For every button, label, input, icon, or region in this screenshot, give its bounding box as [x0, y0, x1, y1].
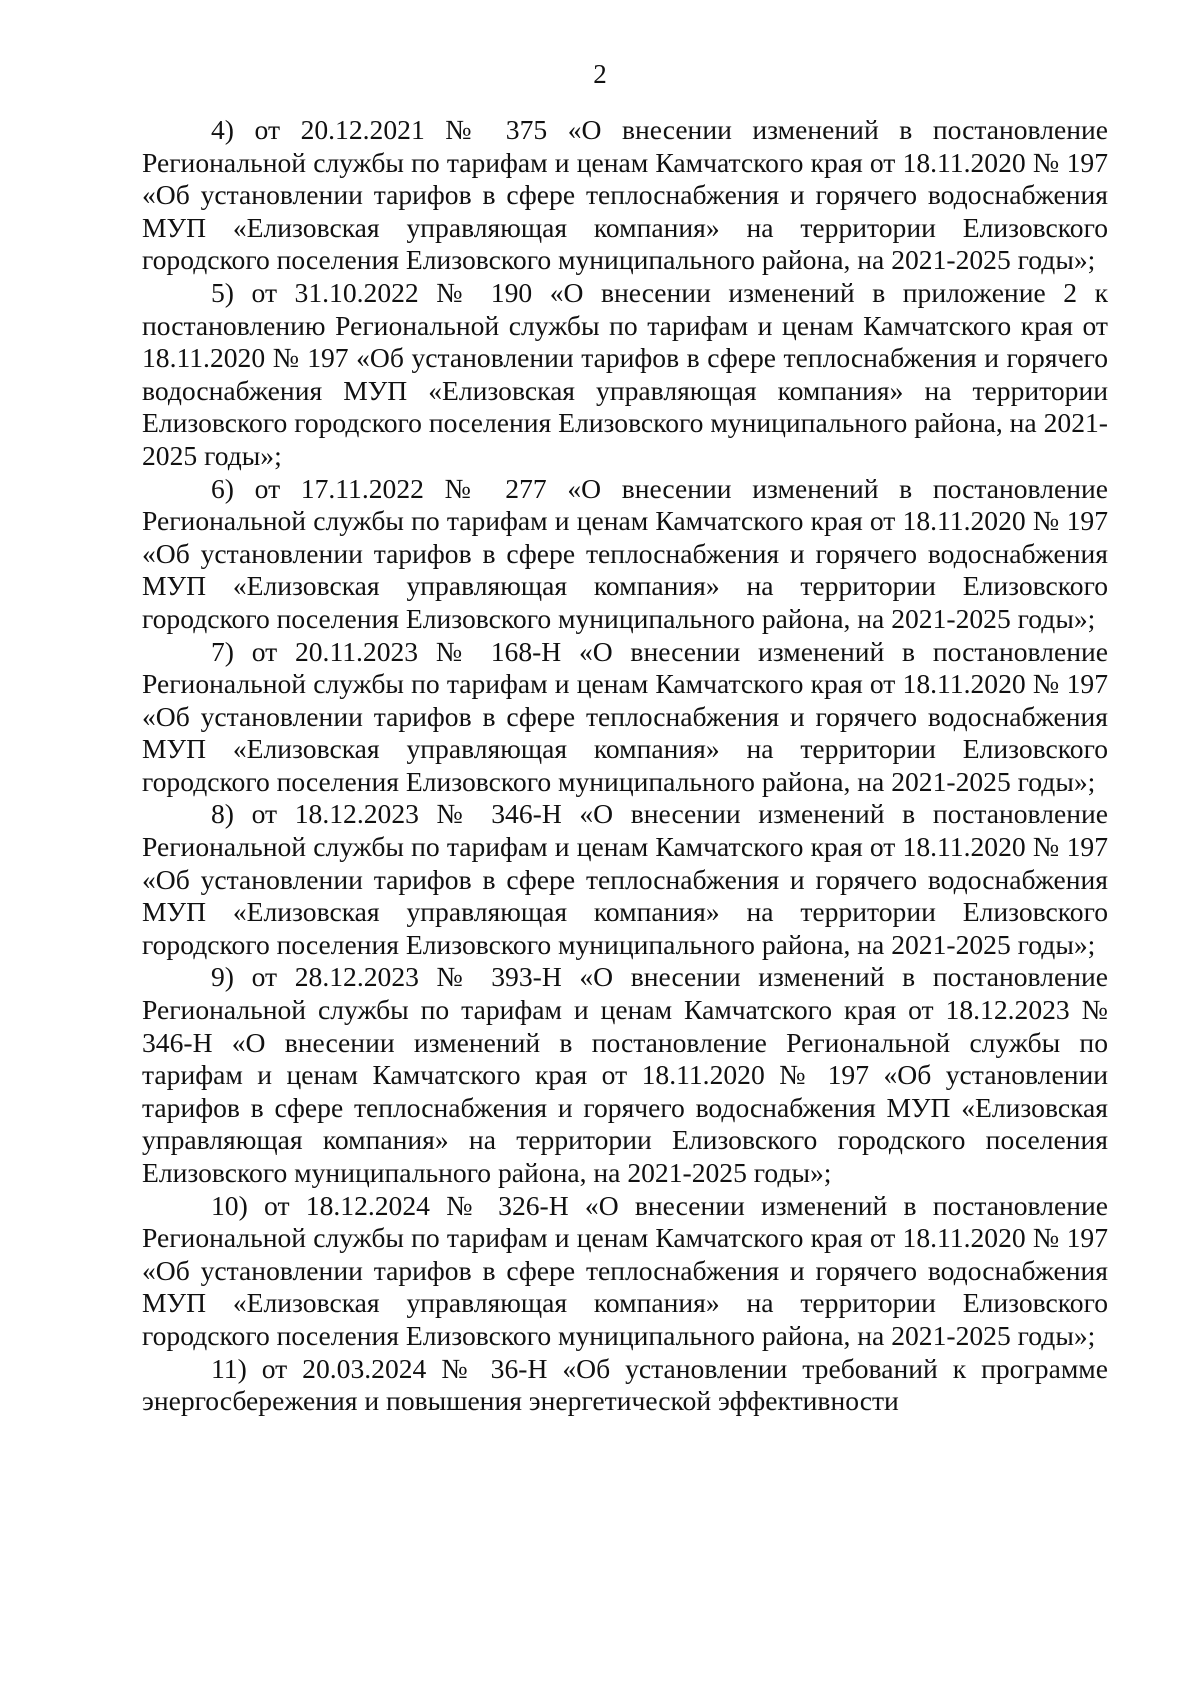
- list-item: 9) от 28.12.2023 № 393-Н «О внесении изменений в постановление Региональной службы по тарифам и ценам Камчатского края от 18.12.2023 № 346-Н «О внесении изменений в постановление Региональной службы по тарифам и ценам Камчатского края от 18.11.2020 № 197 «Об установлении тарифов в сфере теплоснабжения и горячего водоснабжения МУП «Елизовская управляющая компания» на территории Елизовского городского поселения Елизовского муниципального района, на 2021-2025 годы»;: [142, 961, 1108, 1188]
- document-body: [142, 114, 1108, 1418]
- list-item: 7) от 20.11.2023 № 168-Н «О внесении изменений в постановление Региональной службы по тарифам и ценам Камчатского края от 18.11.2020 № 197 «Об установлении тарифов в сфере теплоснабжения и горячего водоснабжения МУП «Елизовская управляющая компания» на территории Елизовского городского поселения Елизовского муниципального района, на 2021-2025 годы»;: [142, 635, 1108, 797]
- list-item: 10) от 18.12.2024 № 326-Н «О внесении изменений в постановление Региональной службы по тарифам и ценам Камчатского края от 18.11.2020 № 197 «Об установлении тарифов в сфере теплоснабжения и горячего водоснабжения МУП «Елизовская управляющая компания» на территории Елизовского городского поселения Елизовского муниципального района, на 2021-2025 годы»;: [142, 1189, 1108, 1351]
- list-item: 5) от 31.10.2022 № 190 «О внесении изменений в приложение 2 к постановлению Региональной службы по тарифам и ценам Камчатского края от 18.11.2020 № 197 «Об установлении тарифов в сфере теплоснабжения и горячего водоснабжения МУП «Елизовская управляющая компания» на территории Елизовского городского поселения Елизовского муниципального района, на 2021-2025 годы»;: [142, 276, 1108, 471]
- page-number: 2: [593, 59, 607, 89]
- list-item: 4) от 20.12.2021 № 375 «О внесении изменений в постановление Региональной службы по тарифам и ценам Камчатского края от 18.11.2020 № 197 «Об установлении тарифов в сфере теплоснабжения и горячего водоснабжения МУП «Елизовская управляющая компания» на территории Елизовского городского поселения Елизовского муниципального района, на 2021-2025 годы»;: [142, 114, 1108, 276]
- list-item: 6) от 17.11.2022 № 277 «О внесении изменений в постановление Региональной службы по тарифам и ценам Камчатского края от 18.11.2020 № 197 «Об установлении тарифов в сфере теплоснабжения и горячего водоснабжения МУП «Елизовская управляющая компания» на территории Елизовского городского поселения Елизовского муниципального района, на 2021-2025 годы»;: [142, 472, 1108, 634]
- list-item: 11) от 20.03.2024 № 36-Н «Об установлении требований к программе энергосбережения и повышения энергетической эффективности: [142, 1352, 1108, 1417]
- list-item: 8) от 18.12.2023 № 346-Н «О внесении изменений в постановление Региональной службы по тарифам и ценам Камчатского края от 18.11.2020 № 197 «Об установлении тарифов в сфере теплоснабжения и горячего водоснабжения МУП «Елизовская управляющая компания» на территории Елизовского городского поселения Елизовского муниципального района, на 2021-2025 годы»;: [142, 798, 1108, 960]
